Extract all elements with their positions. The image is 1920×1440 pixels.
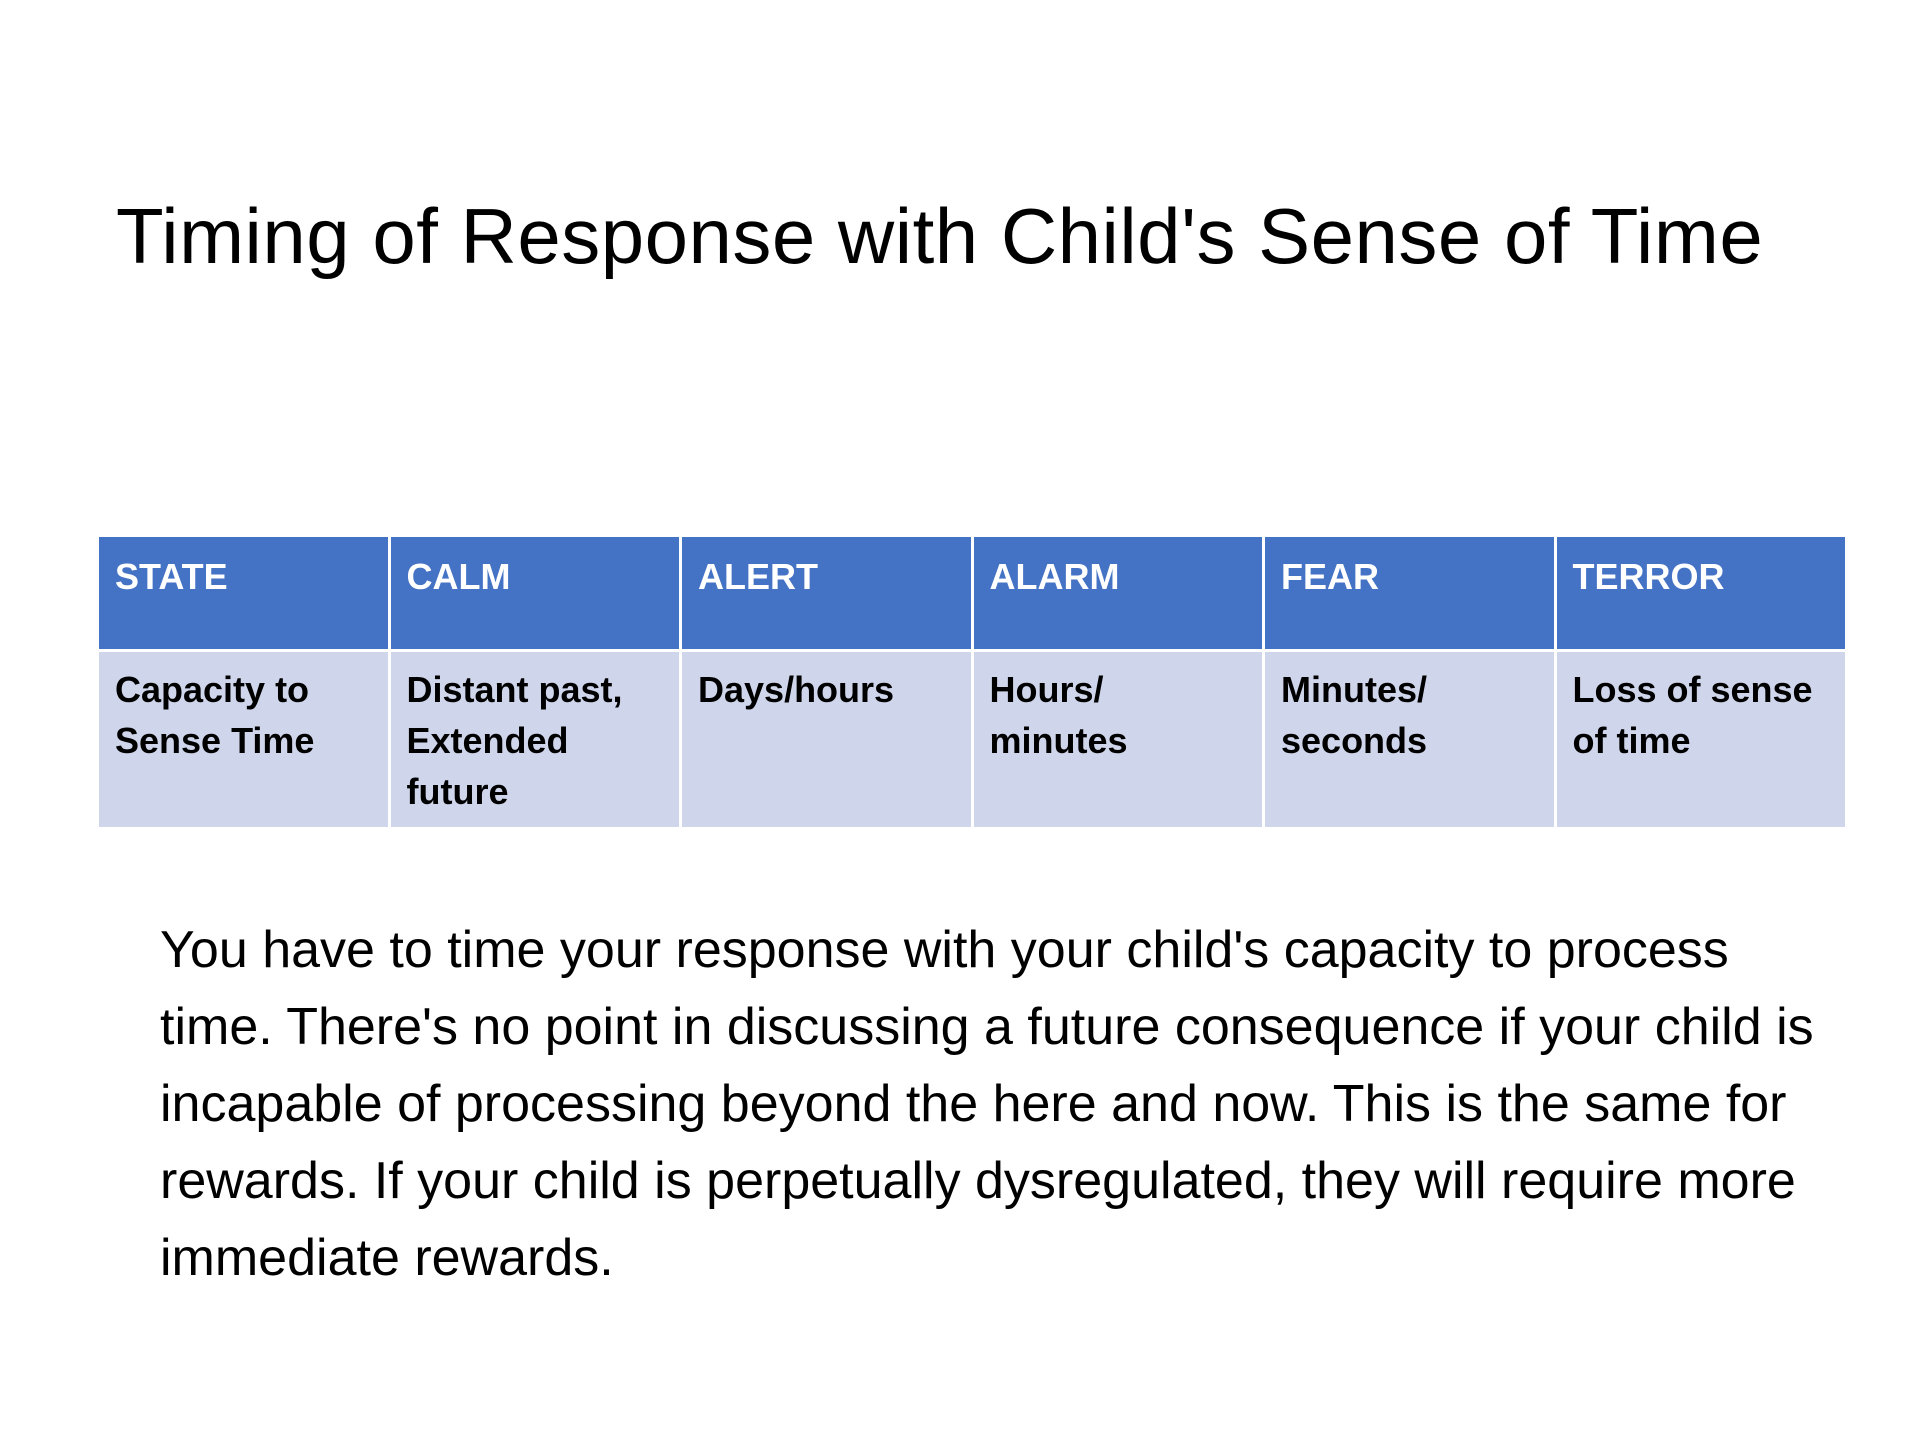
cell-calm: Distant past, Extended future — [389, 651, 681, 829]
header-alert: ALERT — [681, 536, 973, 651]
header-terror: TERROR — [1555, 536, 1847, 651]
header-fear: FEAR — [1264, 536, 1556, 651]
table-header-row — [98, 536, 1847, 651]
slide-title: Timing of Response with Child's Sense of Time — [116, 192, 1764, 280]
state-time-table — [96, 534, 1848, 830]
cell-alarm: Hours/ minutes — [972, 651, 1264, 829]
header-state: STATE — [98, 536, 390, 651]
cell-row-label: Capacity to Sense Time — [98, 651, 390, 829]
cell-fear: Minutes/ seconds — [1264, 651, 1556, 829]
table-row — [98, 651, 1847, 829]
cell-terror: Loss of sense of time — [1555, 651, 1847, 829]
body-paragraph: You have to time your response with your child's capacity to process time. There's no point in discussing a future consequence if your child is incapable of processing beyond the here and now. This is the same for rewards. If your child is perpetually dysregulated, they will require more immediate rewards. — [160, 921, 1814, 1287]
header-alarm: ALARM — [972, 536, 1264, 651]
header-calm: CALM — [389, 536, 681, 651]
cell-alert: Days/hours — [681, 651, 973, 829]
